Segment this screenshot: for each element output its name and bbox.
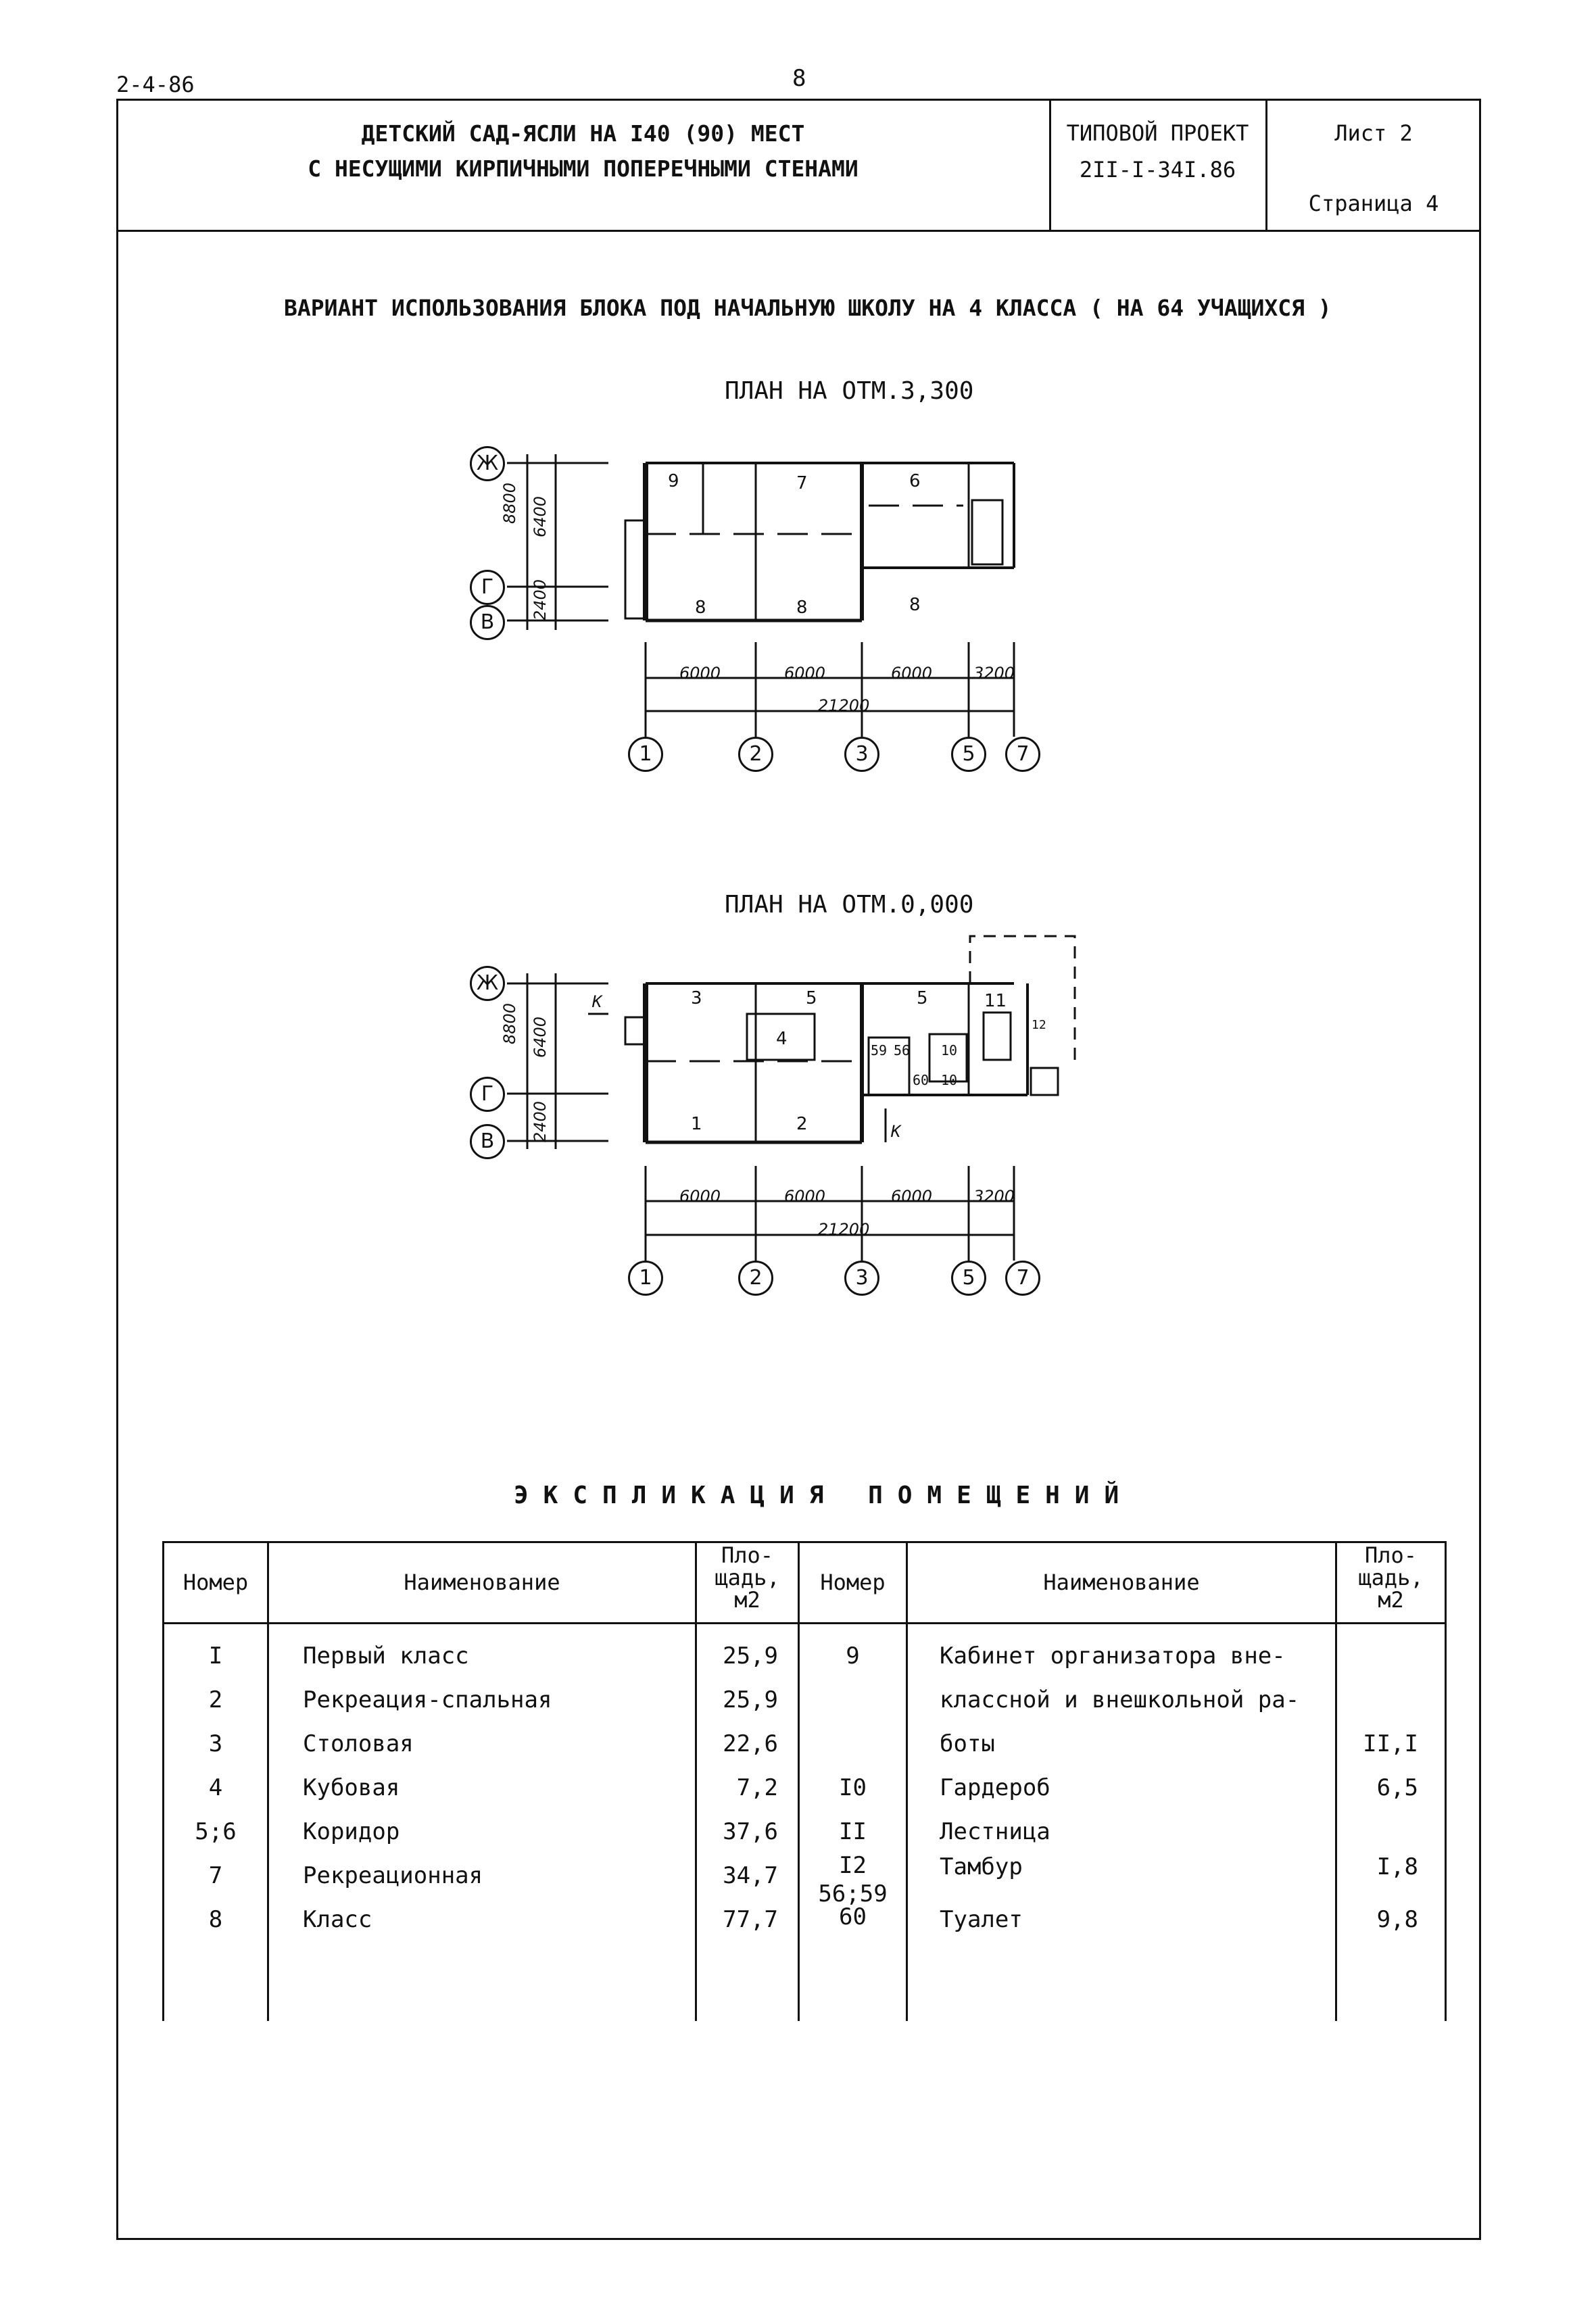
dim-upper-h1: 6000 [679,664,721,683]
right-row-8-num: 60 [839,1903,867,1930]
section-mark-k-2: К [891,1122,901,1141]
left-row-5-area: 37,6 [723,1818,778,1845]
right-row-8-name: Туалет [940,1906,1023,1933]
dim-lower-h2: 6000 [784,1187,826,1206]
axis-row-v-upper: В [470,605,505,640]
plan-upper-drawing [460,433,1068,771]
table-col-line-5 [906,1541,908,2021]
right-row-5-num: II [839,1818,867,1845]
axis-col-7-lower: 7 [1005,1261,1040,1296]
dim-lower-h4: 3200 [973,1187,1015,1206]
right-row-1-num: 9 [846,1642,860,1670]
hdr-area-right-2: щадь, [1358,1565,1424,1590]
room-lower-11: 11 [984,991,1007,1011]
page-label: Страница 4 [1308,191,1439,216]
room-lower-12: 12 [1032,1018,1046,1032]
room-upper-8c: 8 [796,598,808,618]
dim-lower-h3: 6000 [891,1187,933,1206]
hdr-area-left-2: щадь, [715,1565,780,1590]
left-row-4-num: 4 [208,1774,223,1801]
right-row-1-name: Кабинет организатора вне- [940,1642,1286,1670]
axis-row-v-lower: В [470,1124,505,1159]
left-row-2-name: Рекреация-спальная [303,1686,552,1713]
room-lower-10a: 10 [941,1042,958,1058]
axis-row-zh-upper: Ж [470,446,505,481]
left-row-6-area: 34,7 [723,1862,778,1889]
left-row-6-num: 7 [208,1862,223,1889]
hdr-area-right-1: Пло- [1364,1542,1418,1568]
left-row-7-area: 77,7 [723,1906,778,1933]
room-lower-59: 59 [871,1042,888,1058]
dim-upper-h4: 3200 [973,664,1015,683]
dim-upper-2400: 2400 [531,579,550,620]
table-header-line [162,1622,1447,1624]
right-row-7-num: 56;59 [818,1880,888,1907]
left-row-2-area: 25,9 [723,1686,778,1713]
hdr-area-left-1: Пло- [721,1542,774,1568]
hdr-area-right-3: м2 [1378,1587,1404,1613]
dim-lower-6400: 6400 [531,1016,550,1058]
dim-upper-6400: 6400 [531,495,550,537]
table-col-line-2 [267,1541,269,2021]
room-lower-5a: 5 [806,988,817,1008]
axis-col-5-upper: 5 [951,737,986,772]
dim-lower-2400: 2400 [531,1100,550,1142]
left-row-5-name: Коридор [303,1818,400,1845]
axis-row-zh-lower: Ж [470,966,505,1001]
variant-heading: ВАРИАНТ ИСПОЛЬЗОВАНИЯ БЛОКА ПОД НАЧАЛЬНУЮ ШКОЛУ НА 4 КЛАССА ( НА 64 УЧАЩИХСЯ ) [284,295,1332,321]
dim-upper-8800: 8800 [500,482,519,524]
right-row-4-num: I0 [839,1774,867,1801]
axis-row-g-lower: Г [470,1077,505,1112]
date-stamp: 2-4-86 [116,72,195,97]
right-row-4-name: Гардероб [940,1774,1050,1801]
project-code: 2II-I-34I.86 [1079,157,1236,182]
room-upper-6: 6 [909,471,921,491]
hdr-name-right: Наименование [1043,1569,1200,1595]
axis-row-g-upper: Г [470,570,505,605]
right-row-8-area: 9,8 [1376,1906,1418,1933]
room-upper-7: 7 [796,473,808,493]
left-row-4-name: Кубовая [303,1774,400,1801]
room-lower-5b: 5 [917,988,928,1008]
plan-upper-title: ПЛАН НА ОТМ.3,300 [725,377,974,405]
section-mark-k-1: К [592,992,602,1011]
room-lower-2: 2 [796,1114,808,1134]
right-row-3-area: II,I [1363,1730,1418,1757]
right-row-4-area: 6,5 [1376,1774,1418,1801]
left-row-5-num: 5;6 [195,1818,237,1845]
title-line-1: ДЕТСКИЙ САД-ЯСЛИ НА I40 (90) МЕСТ [361,120,805,147]
right-row-3-name: боты [940,1730,995,1757]
dim-upper-total: 21200 [818,696,870,715]
room-lower-60: 60 [913,1072,929,1088]
right-row-6-area: I,8 [1376,1853,1418,1880]
left-row-7-name: Класс [303,1906,372,1933]
room-lower-4: 4 [776,1029,788,1049]
page-number: 8 [792,65,806,92]
dim-upper-h3: 6000 [891,664,933,683]
left-row-1-num: I [208,1642,223,1670]
title-line-2: С НЕСУЩИМИ КИРПИЧНЫМИ ПОПЕРЕЧНЫМИ СТЕНАМИ [308,155,859,182]
table-top-line [162,1541,1447,1543]
left-row-6-name: Рекреационная [303,1862,483,1889]
left-row-2-num: 2 [208,1686,223,1713]
room-upper-8b: 8 [695,598,706,618]
axis-col-1-upper: 1 [628,737,663,772]
right-row-6-num: I2 [839,1852,867,1879]
axis-col-2-lower: 2 [738,1261,773,1296]
room-upper-9: 9 [668,471,679,491]
hdr-area-left-3: м2 [734,1587,760,1613]
left-row-3-area: 22,6 [723,1730,778,1757]
axis-col-1-lower: 1 [628,1261,663,1296]
left-row-4-area: 7,2 [736,1774,778,1801]
plan-lower-drawing [460,933,1095,1311]
axis-col-5-lower: 5 [951,1261,986,1296]
dim-lower-total: 21200 [818,1220,870,1239]
axis-col-3-upper: 3 [844,737,879,772]
axis-col-3-lower: 3 [844,1261,879,1296]
sheet-number: Лист 2 [1334,120,1413,146]
titleblock-bottom-line [116,230,1481,232]
room-lower-10b: 10 [941,1072,958,1088]
dim-lower-8800: 8800 [500,1002,519,1044]
plan-lower-title: ПЛАН НА ОТМ.0,000 [725,891,974,919]
hdr-num-left: Номер [183,1569,249,1595]
dim-lower-h1: 6000 [679,1187,721,1206]
right-row-5-name: Лестница [940,1818,1050,1845]
left-row-3-num: 3 [208,1730,223,1757]
hdr-num-right: Номер [820,1569,886,1595]
room-upper-8a: 8 [909,595,921,615]
axis-col-2-upper: 2 [738,737,773,772]
table-col-line-7 [1445,1541,1447,2021]
left-row-7-num: 8 [208,1906,223,1933]
left-row-1-area: 25,9 [723,1642,778,1670]
left-row-1-name: Первый класс [303,1642,469,1670]
right-row-2-name: классной и внешкольной ра- [940,1686,1300,1713]
dim-upper-h2: 6000 [784,664,826,683]
room-lower-3: 3 [691,988,702,1008]
axis-col-7-upper: 7 [1005,737,1040,772]
hdr-name-left: Наименование [404,1569,560,1595]
right-row-6-name: Тамбур [940,1853,1023,1880]
project-label: ТИПОВОЙ ПРОЕКТ [1066,120,1249,146]
room-lower-1: 1 [691,1114,702,1134]
left-row-3-name: Столовая [303,1730,414,1757]
room-lower-56: 56 [894,1042,911,1058]
explication-title: ЭКСПЛИКАЦИЯ ПОМЕЩЕНИЙ [514,1482,1134,1509]
